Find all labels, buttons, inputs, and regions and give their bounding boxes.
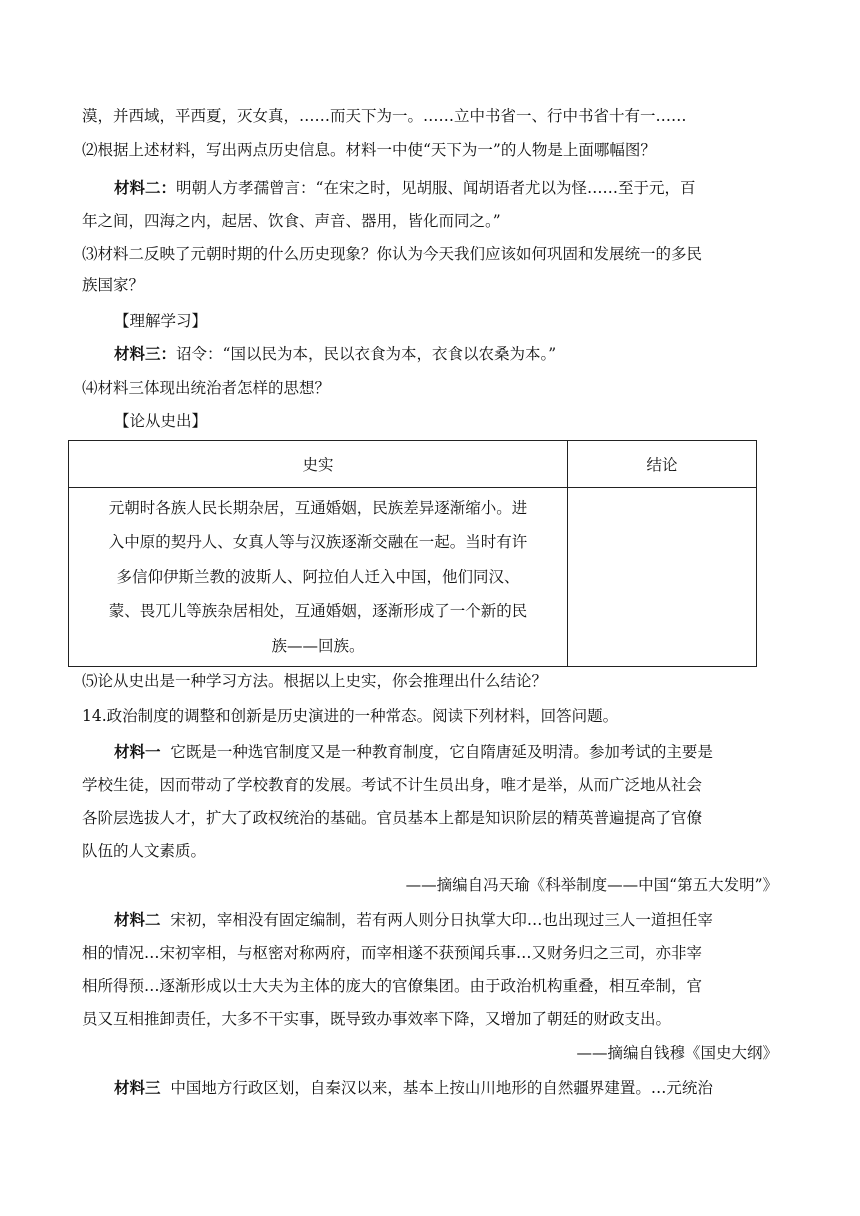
- p2-line-2: 相的情况…宋初宰相，与枢密对称两府，而宰相遂不获预闻兵事…又财务归之三司，亦非宰: [82, 944, 703, 962]
- header-facts: 史实: [69, 441, 568, 488]
- table-header-row: [69, 441, 757, 488]
- facts-cell: [69, 488, 568, 667]
- p3-line-1: [114, 1077, 713, 1099]
- material-two-label: 材料二：: [114, 178, 177, 197]
- history-facts-table: [68, 440, 757, 667]
- material-one-continued: 漠，并西域，平西夏，灭女真，……而天下为一。……立中书省一、行中书省十有一……: [82, 107, 687, 125]
- question-5: ⑸论从史出是一种学习方法。根据以上史实，你会推理出什么结论？: [82, 672, 548, 690]
- material-two-line-2: 年之间，四海之内，起居、饮食、声音、器用，皆化而同之。”: [82, 212, 501, 230]
- p2-line-3: 相所得预…逐渐形成以士大夫为主体的庞大的官僚集团。由于政治机构重叠，相互牵制，官: [82, 977, 703, 995]
- p1-line-1: [114, 741, 713, 763]
- question-4: ⑷材料三体现出统治者怎样的思想？: [82, 379, 331, 397]
- facts-line: 入中原的契丹人、女真人等与汉族逐渐交融在一起。当时有许: [108, 533, 528, 552]
- question-3-line-2: 族国家？: [82, 276, 145, 294]
- question-2: ⑵根据上述材料，写出两点历史信息。材料一中使“天下为一”的人物是上面哪幅图？: [82, 141, 656, 159]
- p1-line-3: 各阶层选拔人才，扩大了政权统治的基础。官员基本上都是知识阶层的精英普遍提高了官僚: [82, 809, 703, 827]
- material-two-text-1: 明朝人方孝孺曾言：“在宋之时，见胡服、闻胡语者尤以为怪……至于元，百: [176, 179, 696, 197]
- p2-source: ——摘编自钱穆《国史大纲》: [576, 1044, 778, 1062]
- question-14: 14.政治制度的调整和创新是历史演进的一种常态。阅读下列材料，回答问题。: [82, 707, 619, 725]
- p2-label: 材料二: [114, 910, 161, 929]
- p2-text-1: 宋初，宰相没有固定编制，若有两人则分日执掌大印…也出现过三人一道担任宰: [170, 911, 713, 929]
- question-3-line-1: ⑶材料二反映了元朝时期的什么历史现象？你认为今天我们应该如何巩固和发展统一的多民: [82, 245, 703, 263]
- p2-line-1: [114, 909, 713, 931]
- p1-source: ——摘编自冯天瑜《科举制度——中国“第五大发明”》: [405, 876, 778, 894]
- p1-text-1: 它既是一种选官制度又是一种教育制度，它自隋唐延及明清。参加考试的主要是: [170, 743, 713, 761]
- p3-label: 材料三: [114, 1078, 161, 1097]
- facts-line: 族——回族。: [271, 636, 365, 655]
- facts-line: 蒙、畏兀儿等族杂居相处，互通婚姻，逐渐形成了一个新的民: [108, 602, 528, 621]
- p2-line-4: 员又互相推卸责任，大多不干实事，既导致办事效率下降，又增加了朝廷的财政支出。: [82, 1010, 672, 1028]
- section-understand-heading: 【理解学习】: [114, 312, 208, 330]
- material-two-line-1: [114, 177, 695, 199]
- header-conclusion: 结论: [568, 441, 757, 488]
- p1-line-2: 学校生徒，因而带动了学校教育的发展。考试不计生员出身，唯才是举，从而广泛地从社会: [82, 776, 703, 794]
- facts-line: 多信仰伊斯兰教的波斯人、阿拉伯人迁入中国，他们同汉、: [116, 567, 520, 586]
- facts-line: 元朝时各族人民长期杂居，互通婚姻，民族差异逐渐缩小。进: [108, 498, 528, 517]
- conclusion-cell: [568, 488, 757, 667]
- material-three-label: 材料三：: [114, 344, 177, 363]
- section-lun-heading: 【论从史出】: [114, 412, 208, 430]
- table-row: [69, 488, 757, 667]
- material-three-line: [114, 343, 556, 365]
- material-three-text: 诏令：“国以民为本，民以衣食为本，衣食以农桑为本。”: [176, 345, 557, 363]
- p1-label: 材料一: [114, 742, 161, 761]
- p3-text-1: 中国地方行政区划，自秦汉以来，基本上按山川地形的自然疆界建置。…元统治: [170, 1079, 713, 1097]
- p1-line-4: 队伍的人文素质。: [82, 842, 207, 860]
